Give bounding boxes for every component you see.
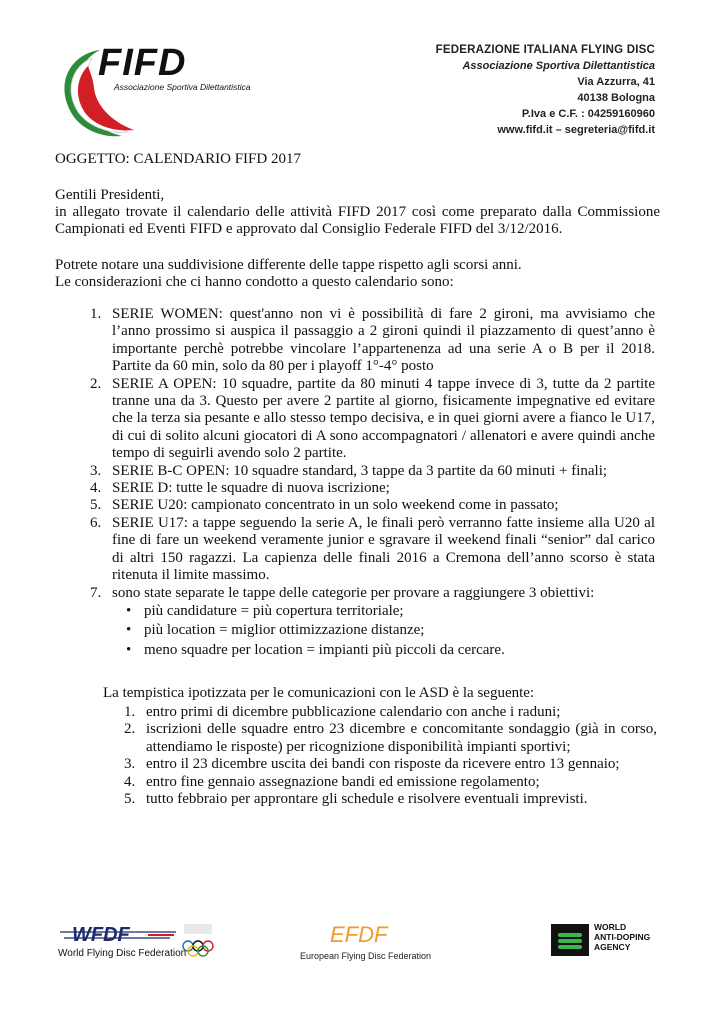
objective-item: • più candidature = più copertura territoriale; [126,602,404,619]
org-street: Via Azzurra, 41 [577,76,655,88]
letter-intro [55,187,660,238]
letter-intro-2 [55,257,660,291]
fifd-logo-subtitle: Associazione Sportiva Dilettantistica [114,82,251,92]
wfdf-logo-word: WFDF [72,924,130,946]
objective-item: • più location = miglior ottimizzazione distanze; [126,622,425,639]
list-item: 2. iscrizioni delle squadre entro 23 dicembre e concomitante sondaggio (già in corso, attendiamo le risposte) per ricognizione disponibilità impianti sportivi; [124,721,657,755]
efdf-logo: EFDF [330,922,388,947]
list-item: 2. SERIE A OPEN: 10 squadre, partite da 80 minuti 4 tappe invece di 3, tutte da 2 partite tranne una da 3. Questo per avere 2 partite al giorno, fisicamente impegnative ed evitare che la terza sia pesante e allo stesso tempo decisiva, e in quei giorni avere a fianco le U17, di cui di solito alcuni giocatori di A sono accompagnatori / allenatori e avere quindi anche tempo di seguirli avendo solo 2 partite. [90,375,655,462]
list-item: 6. SERIE U17: a tappe seguendo la serie A, le finali però verranno fatte insieme alla U20 al fine di fare un weekend veramente junior e sgravare il weekend finali “senior” dal carico di altri 150 ragazzi. La capienza delle finali 2016 a Cremona dell’anno scorso è stata ritenuta il limite massimo. [90,514,655,584]
bullet-icon: • [126,641,132,658]
letter-subject: OGGETTO: CALENDARIO FIFD 2017 [55,151,301,167]
org-vat: P.Iva e C.F. : 04259160960 [521,108,655,120]
intro2-line1: Potrete notare una suddivisione differente delle tappe rispetto agli scorsi anni. [55,257,522,273]
list-item: 3. SERIE B-C OPEN: 10 squadre standard, 3 tappe da 3 partite da 60 minuti + finali; [90,462,608,479]
objectives-list [112,603,655,659]
wfdf-name: World Flying Disc Federation [58,948,187,959]
org-type: Associazione Sportiva Dilettantistica [462,60,655,72]
considerations-list [90,306,655,661]
org-city: 40138 Bologna [577,92,655,104]
fifd-logo-text: FIFD [98,42,187,84]
intro2-line2: Le considerazioni che ci hanno condotto a questo calendario sono: [55,274,454,290]
org-name: FEDERAZIONE ITALIANA FLYING DISC [435,44,655,56]
list-item: 4. SERIE D: tutte le squadre di nuova iscrizione; [90,480,390,497]
list-item: 4. entro fine gennaio assegnazione bandi ed emissione regolamento; [124,773,540,790]
objective-item: • meno squadre per location = impianti più piccoli da cercare. [126,641,505,658]
org-contacts[interactable]: www.fifd.it – segreteria@fifd.it [497,124,655,136]
list-item: 1. entro primi di dicembre pubblicazione calendario con anche i raduni; [124,704,561,720]
wada-logo-icon [551,924,589,956]
intro-paragraph: in allegato trovate il calendario delle attività FIFD 2017 così come preparato dalla Commissione Campionati ed Eventi FIFD e approvato dal Consiglio Federale FIFD del 3/12/2016. [55,204,660,237]
letterhead-address [436,42,655,138]
greeting: Gentili Presidenti, [55,187,165,203]
bullet-icon: • [126,602,132,619]
list-item: 5. tutto febbraio per approntare gli schedule e risolvere eventuali imprevisti. [124,791,588,808]
olympic-rings-icon [178,922,218,962]
bullet-icon: • [126,622,132,639]
list-item: 1. SERIE WOMEN: quest'anno non vi è possibilità di fare 2 gironi, ma avvisiamo che l’anno prossimo si auspica il passaggio a 2 gironi quindi il piazzamento di quest’anno è importante perchè potrebbe vincolare l’appartenenza ad una serie A o B per il 2018. Partite da 60 min, solo da 80 per i playoff 1°-4° posto [90,306,655,375]
efdf-name: European Flying Disc Federation [300,951,432,961]
list-item: 7. sono state separate le tappe delle categorie per provare a raggiungere 3 obiettivi: • più candidature = più copertura territoriale; • più location = miglior ottimizzazione distanze; • meno squadre per location = impianti più piccoli da cercare. [90,585,655,660]
timeline-list [124,704,657,808]
timeline-intro: La tempistica ipotizzata per le comunicazioni con le ASD è la seguente: [103,685,535,701]
list-item: 3. entro il 23 dicembre uscita dei bandi con risposte da ricevere entro 13 gennaio; [124,756,620,773]
wada-name: WORLD ANTI-DOPING AGENCY [594,922,651,952]
list-item: 5. SERIE U20: campionato concentrato in un solo weekend come in passato; [90,497,559,514]
